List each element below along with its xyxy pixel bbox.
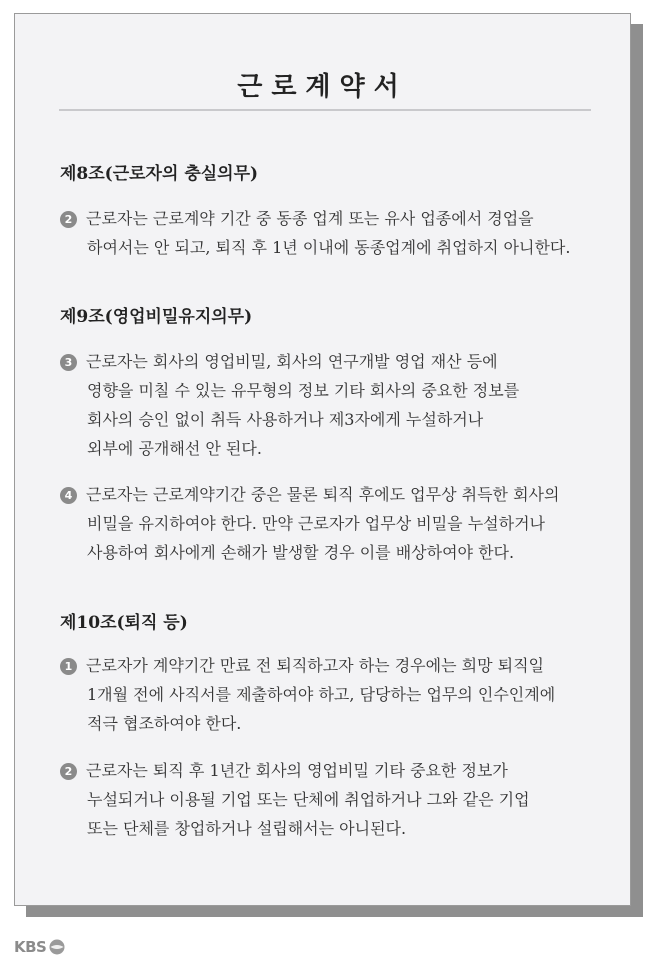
clause-line xyxy=(60,756,620,785)
article-10-clause-1 xyxy=(60,651,620,738)
article-9-clause-4 xyxy=(60,480,620,567)
clause-number-badge: 1 xyxy=(60,658,77,675)
article-9-heading: 제9조(영업비밀유지의무) xyxy=(60,307,253,327)
article-10-clause-2 xyxy=(60,756,620,843)
document-title: 근로계약서 xyxy=(237,72,408,102)
title-divider xyxy=(59,109,591,111)
clause-line xyxy=(60,480,620,509)
clause-line: 영향을 미칠 수 있는 유무형의 정보 기타 회사의 중요한 정보를 xyxy=(87,381,520,400)
kbs-logo xyxy=(14,938,65,956)
article-8-heading: 제8조(근로자의 충실의무) xyxy=(60,164,259,184)
clause-line: 회사의 승인 없이 취득 사용하거나 제3자에게 누설하거나 xyxy=(87,410,484,429)
clause-number-badge: 3 xyxy=(60,354,77,371)
clause-text: 근로자는 근로계약 기간 중 동종 업계 또는 유사 업종에서 경업을 xyxy=(86,209,534,228)
article-8-clause-2 xyxy=(60,204,620,262)
clause-line xyxy=(60,651,620,680)
article-10-heading: 제10조(퇴직 등) xyxy=(60,613,188,633)
clause-text: 근로자는 퇴직 후 1년간 회사의 영업비밀 기타 중요한 정보가 xyxy=(86,761,508,780)
clause-line: 또는 단체를 창업하거나 설립해서는 아니된다. xyxy=(87,819,407,838)
clause-text: 근로자는 근로계약기간 중은 물론 퇴직 후에도 업무상 취득한 회사의 xyxy=(86,485,560,504)
clause-number-badge: 2 xyxy=(60,211,77,228)
clause-number-badge: 4 xyxy=(60,487,77,504)
clause-line xyxy=(60,347,620,376)
clause-text: 근로자는 회사의 영업비밀, 회사의 연구개발 영업 재산 등에 xyxy=(86,352,498,371)
article-9-clause-3 xyxy=(60,347,620,463)
kbs-logo-mark-icon xyxy=(49,939,65,955)
clause-number-badge: 2 xyxy=(60,763,77,780)
clause-line xyxy=(60,204,620,233)
clause-line: 외부에 공개해선 안 된다. xyxy=(87,439,262,458)
kbs-logo-text: KBS xyxy=(14,938,47,956)
clause-line: 비밀을 유지하여야 한다. 만약 근로자가 업무상 비밀을 누설하거나 xyxy=(87,514,546,533)
clause-line: 적극 협조하여야 한다. xyxy=(87,714,242,733)
clause-line: 사용하여 회사에게 손해가 발생할 경우 이를 배상하여야 한다. xyxy=(87,543,515,562)
contract-document xyxy=(14,13,631,906)
clause-line: 하여서는 안 되고, 퇴직 후 1년 이내에 동종업계에 취업하지 아니한다. xyxy=(87,238,571,257)
clause-line: 누설되거나 이용될 기업 또는 단체에 취업하거나 그와 같은 기업 xyxy=(87,790,530,809)
clause-text: 근로자가 계약기간 만료 전 퇴직하고자 하는 경우에는 희망 퇴직일 xyxy=(86,656,545,675)
clause-line: 1개월 전에 사직서를 제출하여야 하고, 담당하는 업무의 인수인계에 xyxy=(87,685,556,704)
